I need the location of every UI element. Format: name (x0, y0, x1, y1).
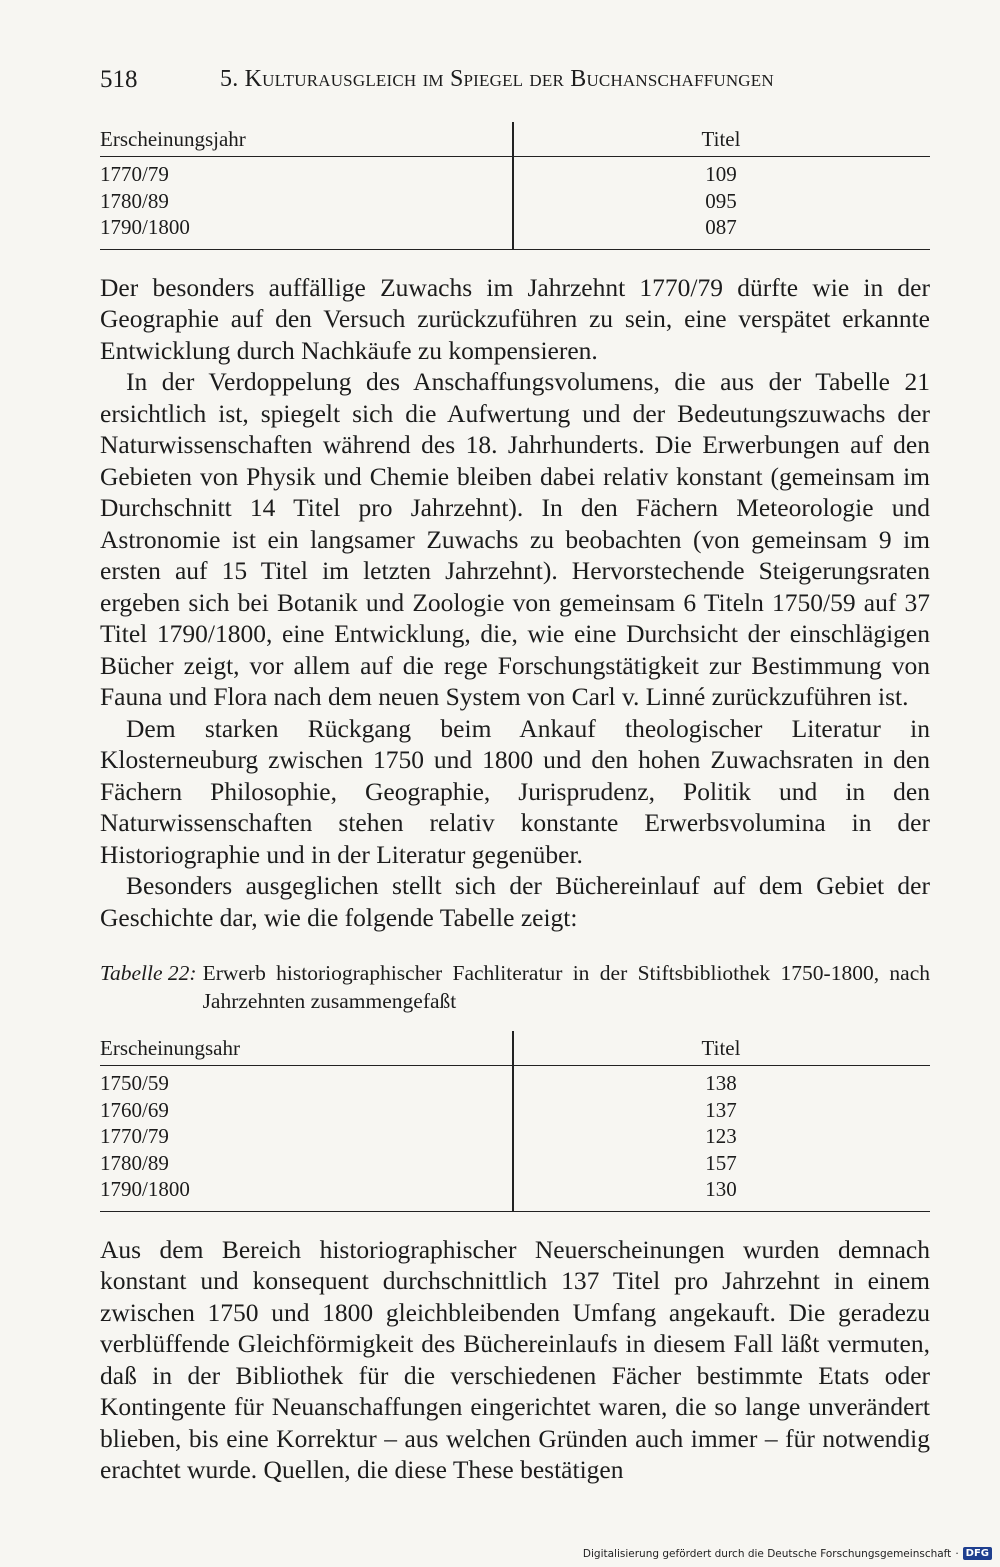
cell-year: 1790/1800 (100, 215, 190, 239)
column-header-year: Erscheinungsjahr (100, 127, 246, 151)
running-head (100, 60, 930, 100)
body-text-1 (100, 272, 930, 934)
page-number: 518 (100, 66, 138, 93)
dfg-logo-icon: DFG (963, 1547, 992, 1560)
cell-value: 138 (705, 1071, 737, 1095)
table-header (100, 1031, 930, 1066)
cell-year: 1760/69 (100, 1097, 169, 1122)
table-22 (100, 1031, 930, 1212)
table-top (100, 122, 930, 250)
body-text-2 (100, 1234, 930, 1486)
cell-year: 1780/89 (100, 188, 169, 213)
caption-text: Erwerb historiographischer Fachliteratur in der Stiftsbibliothek 1750-1800, nach Jahrzehnten zusammengefaßt (202, 961, 930, 1013)
table-header (100, 122, 930, 157)
table-row (100, 1150, 930, 1177)
cell-year: 1770/79 (100, 162, 169, 186)
paragraph: Aus dem Bereich historiographischer Neuerscheinungen wurden demnach konstant und konsequent durchschnittlich 137 Titel pro Jahrzehnt in einem zwischen 1750 und 1800 gleichbleibenden Umfang angekauft. Die geradezu verblüffende Gleichförmigkeit des Büchereinlaufs in diesem Fall läßt vermuten, daß in der Bibliothek für die verschiedenen Fächer bestimmte Etats oder Kontingente für Neuanschaffungen eingerichtet waren, die so lange unverändert blieben, bis eine Korrektur – aus welchen Gründen auch immer – für notwendig erachtet wurde. Quellen, die diese These bestätigen (100, 1234, 930, 1484)
cell-value: 087 (705, 215, 737, 239)
table-caption (100, 959, 930, 1015)
footer: Digitalisierung gefördert durch die Deutsche Forschungsgemeinschaft · DFG (583, 1547, 992, 1560)
table-row (100, 161, 930, 188)
cell-value: 157 (705, 1150, 737, 1175)
paragraph: In der Verdoppelung des Anschaffungsvolumens, die aus der Tabelle 21 ersichtlich ist, spiegelt sich die Aufwertung und der Bedeutungszuwachs der Naturwissenschaften während des 18. Jahrhunderts. Die Erwerbungen auf den Gebieten von Physik und Chemie bleiben dabei relativ konstant (gemeinsam im Durchschnitt 14 Titel pro Jahrzehnt). In den Fächern Meteorologie und Astronomie ist ein langsamer Zuwachs zu beobachten (von gemeinsam 9 im ersten auf 15 Titel im letzten Jahrzehnt). Hervorstechende Steigerungsraten ergeben sich bei Botanik und Zoologie von gemeinsam 6 Titeln 1750/59 auf 37 Titel 1790/1800, eine Entwicklung, die, wie eine Durchsicht der einschlägigen Bücher zeigt, vor allem auf die rege Forschungstätigkeit zur Bestimmung von Fauna und Flora nach dem neuen System von Carl v. Linné zurückzuführen ist. (100, 367, 930, 711)
table-row (100, 1097, 930, 1124)
table-body (100, 1066, 930, 1212)
cell-value: 109 (705, 162, 737, 186)
table-row (100, 1176, 930, 1203)
column-header-year: Erscheinungsahr (100, 1036, 240, 1060)
running-title: 5. Kulturausgleich im Spiegel der Buchanschaffungen (220, 66, 774, 92)
cell-value: 130 (705, 1177, 737, 1201)
cell-value: 137 (705, 1097, 737, 1122)
cell-year: 1780/89 (100, 1150, 169, 1175)
paragraph: Besonders ausgeglichen stellt sich der Büchereinlauf auf dem Gebiet der Geschichte dar, wie die folgende Tabelle zeigt: (100, 871, 930, 932)
cell-year: 1750/59 (100, 1071, 169, 1095)
cell-value: 095 (705, 188, 737, 213)
table-body (100, 157, 930, 250)
paragraph: Der besonders auffällige Zuwachs im Jahrzehnt 1770/79 dürfte wie in der Geographie auf den Versuch zurückzuführen zu sein, eine verspätet erkannte Entwicklung durch Nachkäufe zu kompensieren. (100, 272, 930, 365)
table-row (100, 188, 930, 215)
footer-text: Digitalisierung gefördert durch die Deutsche Forschungsgemeinschaft (582, 1547, 952, 1560)
page (100, 60, 930, 1486)
caption-label: Tabelle 22: (100, 961, 197, 985)
table-row (100, 1123, 930, 1150)
column-header-title: Titel (701, 127, 741, 151)
cell-year: 1770/79 (100, 1124, 169, 1148)
paragraph: Dem starken Rückgang beim Ankauf theologischer Literatur in Klosterneuburg zwischen 1750 und 1800 und den hohen Zuwachsraten in den Fächern Philosophie, Geographie, Jurisprudenz, Politik und in den Naturwissenschaften stehen relativ konstante Erwerbsvolumina in der Historiographie und in der Literatur gegenüber. (100, 713, 930, 869)
cell-year: 1790/1800 (100, 1177, 190, 1201)
column-header-title: Titel (701, 1036, 741, 1060)
table-row (100, 214, 930, 241)
table-row (100, 1070, 930, 1097)
cell-value: 123 (705, 1124, 737, 1148)
